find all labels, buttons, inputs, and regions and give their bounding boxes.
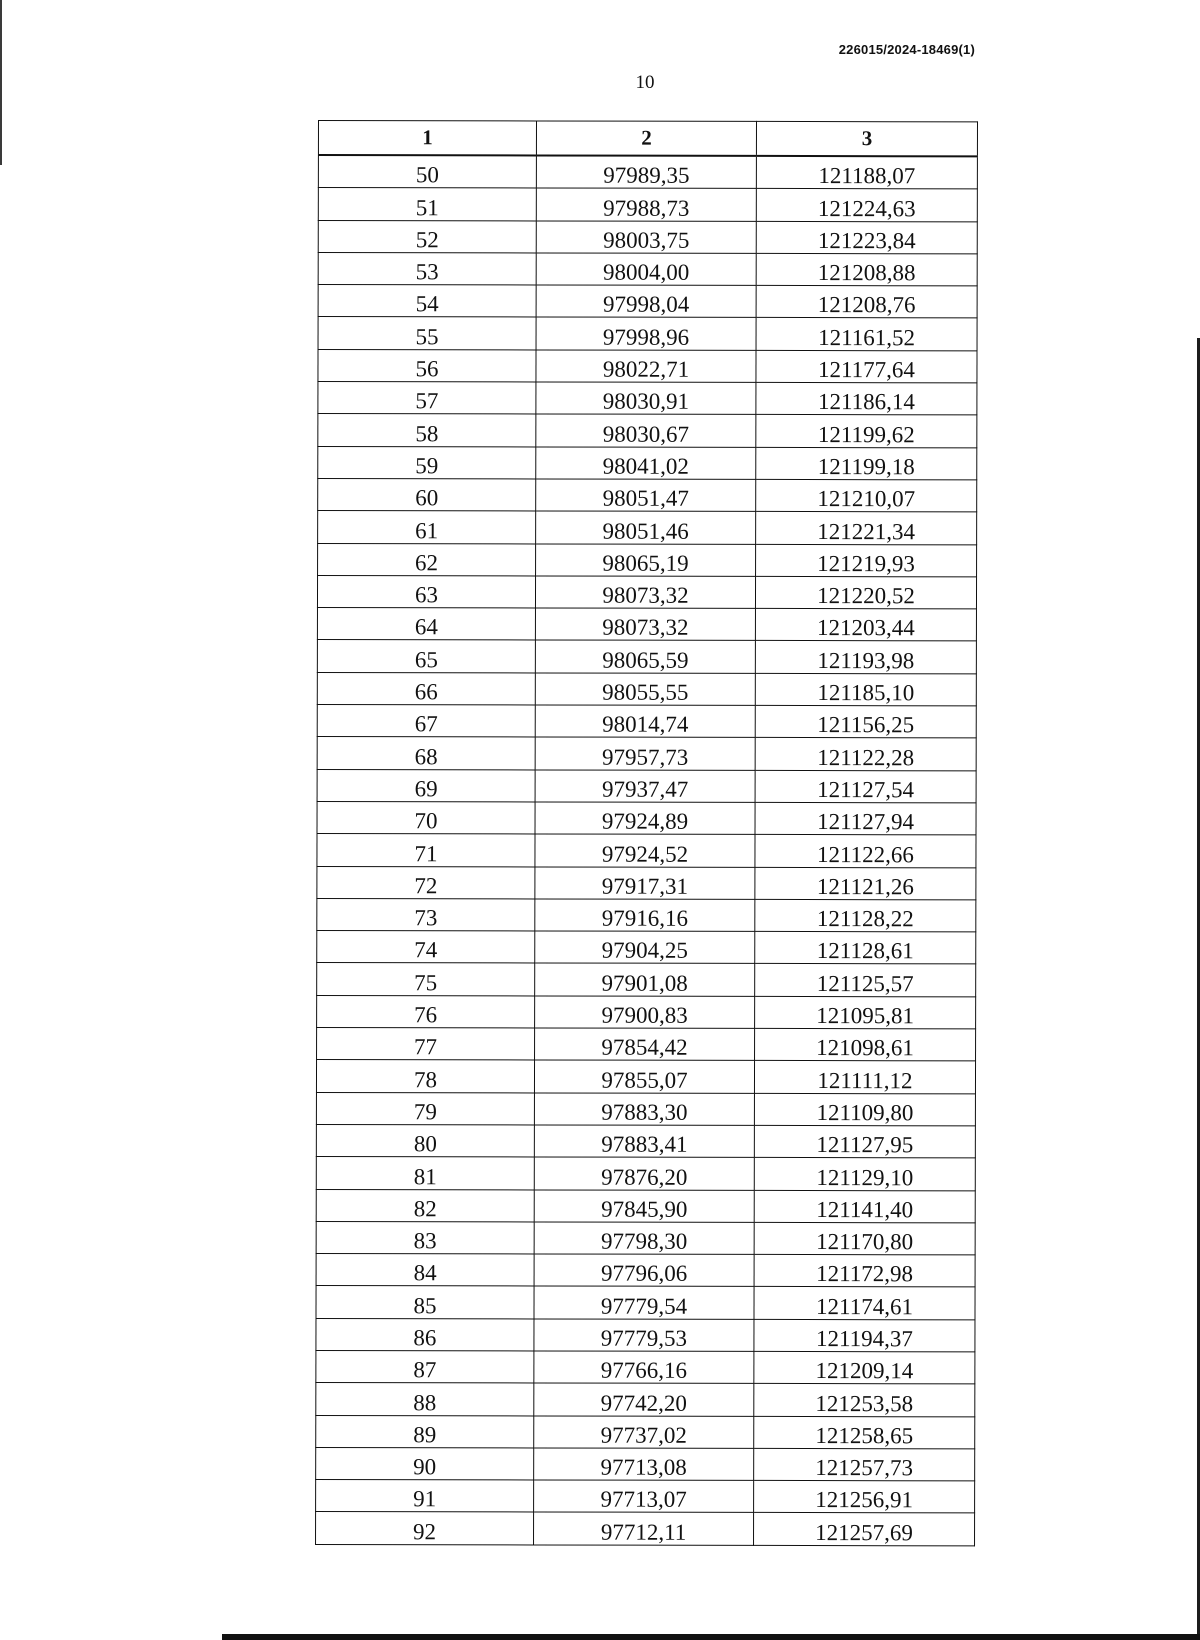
- y-coordinate-cell: 121194,37: [754, 1319, 975, 1352]
- point-number-cell: 88: [316, 1383, 534, 1416]
- point-number-cell: 72: [317, 866, 535, 899]
- x-coordinate-cell: 98003,75: [536, 221, 756, 254]
- y-coordinate-cell: 121177,64: [756, 350, 977, 383]
- table-row: [318, 446, 977, 480]
- x-coordinate-cell: 98051,46: [536, 511, 756, 544]
- document-number: 226015/2024-18469(1): [838, 42, 975, 57]
- point-number-cell: 64: [317, 608, 535, 641]
- point-number-cell: 59: [318, 446, 536, 479]
- table-row: [318, 252, 977, 286]
- point-number-cell: 58: [318, 414, 536, 447]
- x-coordinate-cell: 97904,25: [535, 931, 755, 964]
- x-coordinate-cell: 98073,32: [535, 608, 755, 641]
- x-coordinate-cell: 97713,08: [534, 1448, 754, 1481]
- y-coordinate-cell: 121109,80: [754, 1093, 975, 1126]
- point-number-cell: 85: [316, 1286, 534, 1319]
- y-coordinate-cell: 121127,95: [754, 1125, 975, 1158]
- scan-edge-bottom: [222, 1634, 1200, 1640]
- table-row: [317, 866, 976, 900]
- y-coordinate-cell: 121156,25: [755, 705, 976, 738]
- point-number-cell: 91: [316, 1480, 534, 1513]
- x-coordinate-cell: 97988,73: [536, 188, 756, 221]
- point-number-cell: 81: [316, 1157, 534, 1190]
- table-row: [316, 1415, 975, 1449]
- y-coordinate-cell: 121193,98: [755, 641, 976, 674]
- x-coordinate-cell: 97917,31: [535, 866, 755, 899]
- x-coordinate-cell: 98030,91: [536, 382, 756, 415]
- y-coordinate-cell: 121122,28: [755, 738, 976, 771]
- point-number-cell: 63: [317, 575, 535, 608]
- y-coordinate-cell: 121219,93: [756, 544, 977, 577]
- table-row: [316, 1480, 975, 1514]
- column-header-3: 3: [756, 121, 977, 156]
- point-number-cell: 56: [318, 349, 536, 382]
- table-row: [316, 1124, 975, 1158]
- page-number: 10: [635, 72, 655, 93]
- x-coordinate-cell: 97854,42: [535, 1028, 755, 1061]
- y-coordinate-cell: 121257,73: [754, 1448, 975, 1481]
- x-coordinate-cell: 97713,07: [534, 1480, 754, 1513]
- table-row: [317, 737, 976, 771]
- x-coordinate-cell: 98004,00: [536, 253, 756, 286]
- y-coordinate-cell: 121122,66: [755, 835, 976, 868]
- point-number-cell: 66: [317, 672, 535, 705]
- table-row: [318, 478, 977, 512]
- table-row: [317, 801, 976, 835]
- y-coordinate-cell: 121208,76: [756, 286, 977, 319]
- x-coordinate-cell: 98065,59: [535, 640, 755, 673]
- table-row: [317, 995, 976, 1029]
- point-number-cell: 67: [317, 705, 535, 738]
- point-number-cell: 80: [316, 1124, 534, 1157]
- table-row: [317, 672, 976, 706]
- x-coordinate-cell: 97900,83: [535, 996, 755, 1029]
- x-coordinate-cell: 97779,53: [534, 1319, 754, 1352]
- column-header-1: 1: [318, 121, 536, 156]
- x-coordinate-cell: 97916,16: [535, 899, 755, 932]
- x-coordinate-cell: 97924,89: [535, 802, 755, 835]
- point-number-cell: 71: [317, 834, 535, 867]
- y-coordinate-cell: 121127,94: [755, 802, 976, 835]
- table-row: [318, 349, 977, 383]
- point-number-cell: 65: [317, 640, 535, 673]
- x-coordinate-cell: 97779,54: [534, 1286, 754, 1319]
- y-coordinate-cell: 121258,65: [754, 1416, 975, 1449]
- table-row: [316, 1383, 975, 1417]
- y-coordinate-cell: 121129,10: [754, 1158, 975, 1191]
- point-number-cell: 79: [316, 1092, 534, 1125]
- x-coordinate-cell: 97766,16: [534, 1351, 754, 1384]
- point-number-cell: 68: [317, 737, 535, 770]
- point-number-cell: 90: [316, 1447, 534, 1480]
- x-coordinate-cell: 97957,73: [535, 737, 755, 770]
- point-number-cell: 54: [318, 285, 536, 318]
- x-coordinate-cell: 97901,08: [535, 963, 755, 996]
- y-coordinate-cell: 121224,63: [756, 189, 977, 222]
- point-number-cell: 75: [317, 963, 535, 996]
- x-coordinate-cell: 97876,20: [534, 1157, 754, 1190]
- point-number-cell: 60: [318, 478, 536, 511]
- point-number-cell: 83: [316, 1221, 534, 1254]
- table-row: [316, 1350, 975, 1384]
- point-number-cell: 77: [317, 1028, 535, 1061]
- x-coordinate-cell: 97796,06: [534, 1254, 754, 1287]
- point-number-cell: 70: [317, 801, 535, 834]
- y-coordinate-cell: 121161,52: [756, 318, 977, 351]
- table-row: [317, 1028, 976, 1062]
- table-row: [317, 834, 976, 868]
- table-row: [318, 188, 977, 222]
- y-coordinate-cell: 121199,62: [756, 415, 977, 448]
- table-row: [318, 543, 977, 577]
- y-coordinate-cell: 121208,88: [756, 253, 977, 286]
- table-row: [318, 220, 977, 254]
- x-coordinate-cell: 97924,52: [535, 834, 755, 867]
- x-coordinate-cell: 97998,04: [536, 285, 756, 318]
- point-number-cell: 61: [318, 511, 536, 544]
- x-coordinate-cell: 98065,19: [536, 544, 756, 577]
- x-coordinate-cell: 98022,71: [536, 350, 756, 383]
- x-coordinate-cell: 98073,32: [535, 576, 755, 609]
- y-coordinate-cell: 121172,98: [754, 1255, 975, 1288]
- table-row: [318, 511, 977, 545]
- x-coordinate-cell: 97937,47: [535, 770, 755, 803]
- x-coordinate-cell: 97989,35: [536, 155, 756, 188]
- table-row: [317, 575, 976, 609]
- y-coordinate-cell: 121170,80: [754, 1222, 975, 1255]
- y-coordinate-cell: 121111,12: [754, 1061, 975, 1094]
- point-number-cell: 50: [318, 155, 536, 188]
- y-coordinate-cell: 121210,07: [756, 479, 977, 512]
- y-coordinate-cell: 121257,69: [754, 1513, 975, 1546]
- x-coordinate-cell: 97712,11: [534, 1512, 754, 1545]
- table-row: [317, 898, 976, 932]
- y-coordinate-cell: 121253,58: [754, 1384, 975, 1417]
- x-coordinate-cell: 97798,30: [534, 1222, 754, 1255]
- x-coordinate-cell: 97855,07: [534, 1060, 754, 1093]
- table-row: [318, 285, 977, 319]
- point-number-cell: 53: [318, 252, 536, 285]
- point-number-cell: 51: [318, 188, 536, 221]
- table-header: [318, 121, 977, 157]
- table-row: [316, 1318, 975, 1352]
- point-number-cell: 69: [317, 769, 535, 802]
- y-coordinate-cell: 121223,84: [756, 221, 977, 254]
- y-coordinate-cell: 121127,54: [755, 770, 976, 803]
- x-coordinate-cell: 98055,55: [535, 673, 755, 706]
- point-number-cell: 84: [316, 1254, 534, 1287]
- point-number-cell: 55: [318, 317, 536, 350]
- y-coordinate-cell: 121128,61: [755, 932, 976, 965]
- point-number-cell: 78: [316, 1060, 534, 1093]
- x-coordinate-cell: 97883,41: [534, 1125, 754, 1158]
- table-row: [317, 963, 976, 997]
- point-number-cell: 52: [318, 220, 536, 253]
- table-row: [316, 1286, 975, 1320]
- table-row: [318, 317, 977, 351]
- x-coordinate-cell: 97742,20: [534, 1383, 754, 1416]
- y-coordinate-cell: 121185,10: [755, 673, 976, 706]
- table-row: [316, 1060, 975, 1094]
- table-row: [318, 382, 977, 416]
- column-header-2: 2: [536, 121, 756, 156]
- table-row: [317, 769, 976, 803]
- coordinates-table: [315, 120, 978, 1546]
- y-coordinate-cell: 121095,81: [755, 996, 976, 1029]
- point-number-cell: 92: [316, 1512, 534, 1545]
- table-row: [316, 1447, 975, 1481]
- point-number-cell: 89: [316, 1415, 534, 1448]
- table-row: [317, 705, 976, 739]
- x-coordinate-cell: 97883,30: [534, 1093, 754, 1126]
- table-row: [316, 1254, 975, 1288]
- x-coordinate-cell: 98014,74: [535, 705, 755, 738]
- y-coordinate-cell: 121128,22: [755, 899, 976, 932]
- y-coordinate-cell: 121125,57: [755, 964, 976, 997]
- table-row: [317, 640, 976, 674]
- y-coordinate-cell: 121141,40: [754, 1190, 975, 1223]
- point-number-cell: 62: [318, 543, 536, 576]
- point-number-cell: 87: [316, 1350, 534, 1383]
- x-coordinate-cell: 97998,96: [536, 317, 756, 350]
- scan-edge-left: [0, 0, 2, 165]
- y-coordinate-cell: 121186,14: [756, 382, 977, 415]
- point-number-cell: 86: [316, 1318, 534, 1351]
- x-coordinate-cell: 98041,02: [536, 447, 756, 480]
- point-number-cell: 57: [318, 382, 536, 415]
- y-coordinate-cell: 121221,34: [756, 512, 977, 545]
- table-row: [318, 414, 977, 448]
- x-coordinate-cell: 97737,02: [534, 1416, 754, 1449]
- y-coordinate-cell: 121121,26: [755, 867, 976, 900]
- point-number-cell: 82: [316, 1189, 534, 1222]
- x-coordinate-cell: 98051,47: [536, 479, 756, 512]
- point-number-cell: 73: [317, 898, 535, 931]
- y-coordinate-cell: 121188,07: [756, 156, 977, 189]
- table-row: [316, 1221, 975, 1255]
- x-coordinate-cell: 98030,67: [536, 414, 756, 447]
- y-coordinate-cell: 121209,14: [754, 1351, 975, 1384]
- point-number-cell: 76: [317, 995, 535, 1028]
- y-coordinate-cell: 121174,61: [754, 1287, 975, 1320]
- y-coordinate-cell: 121203,44: [755, 609, 976, 642]
- table-row: [316, 1189, 975, 1223]
- point-number-cell: 74: [317, 931, 535, 964]
- table-body: [316, 155, 978, 1546]
- table-row: [318, 155, 977, 189]
- y-coordinate-cell: 121256,91: [754, 1481, 975, 1514]
- y-coordinate-cell: 121220,52: [755, 576, 976, 609]
- table-row: [316, 1092, 975, 1126]
- table-header-row: [318, 121, 977, 157]
- y-coordinate-cell: 121199,18: [756, 447, 977, 480]
- table-row: [317, 931, 976, 965]
- table-row: [316, 1512, 975, 1546]
- y-coordinate-cell: 121098,61: [755, 1028, 976, 1061]
- x-coordinate-cell: 97845,90: [534, 1189, 754, 1222]
- table-row: [317, 608, 976, 642]
- table-row: [316, 1157, 975, 1191]
